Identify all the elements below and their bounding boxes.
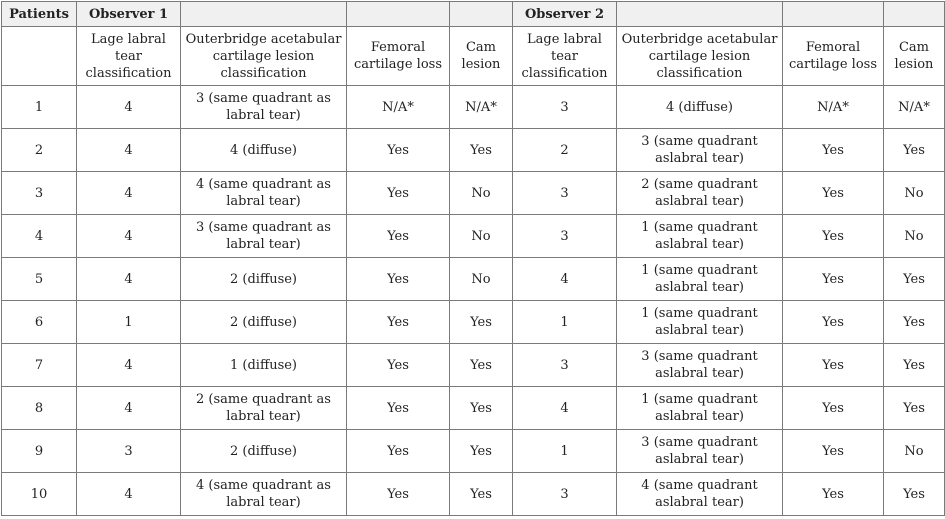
empty-header-cell [450,2,513,27]
o2-lage-header: Lage labral tear classification [513,27,617,86]
o2-lage-cell: 3 [513,473,617,516]
o1-cam-cell: Yes [450,473,513,516]
o2-outerbridge-cell: 3 (same quadrant aslabral tear) [617,129,783,172]
o2-outerbridge-cell: 1 (same quadrant aslabral tear) [617,387,783,430]
o2-lage-cell: 4 [513,387,617,430]
patients-header: Patients [2,2,77,27]
o2-lage-cell: 2 [513,129,617,172]
o1-femoral-cell: Yes [347,430,450,473]
o1-outerbridge-cell: 4 (diffuse) [181,129,347,172]
o1-cam-cell: Yes [450,344,513,387]
o1-lage-cell: 4 [77,215,181,258]
o2-femoral-header: Femoral cartilage loss [783,27,884,86]
table-row [2,215,945,258]
patient-cell: 9 [2,430,77,473]
o1-femoral-cell: Yes [347,387,450,430]
patient-cell: 2 [2,129,77,172]
table-row [2,301,945,344]
o1-lage-cell: 4 [77,344,181,387]
empty-header-cell [347,2,450,27]
o1-cam-cell: Yes [450,430,513,473]
o2-outerbridge-cell: 3 (same quadrant aslabral tear) [617,430,783,473]
table-row [2,129,945,172]
o2-femoral-cell: Yes [783,172,884,215]
table-row [2,430,945,473]
observer-1-header: Observer 1 [77,2,181,27]
o2-outerbridge-cell: 1 (same quadrant aslabral tear) [617,215,783,258]
o2-lage-cell: 3 [513,172,617,215]
o2-cam-cell: No [884,215,945,258]
o1-lage-cell: 4 [77,258,181,301]
o2-outerbridge-cell: 4 (same quadrant aslabral tear) [617,473,783,516]
empty-header-cell [783,2,884,27]
patient-cell: 6 [2,301,77,344]
o2-lage-cell: 4 [513,258,617,301]
o2-femoral-cell: Yes [783,301,884,344]
o2-outerbridge-cell: 2 (same quadrant aslabral tear) [617,172,783,215]
o2-outerbridge-cell: 1 (same quadrant aslabral tear) [617,301,783,344]
empty-header-cell [884,2,945,27]
o2-cam-cell: Yes [884,129,945,172]
patient-cell: 5 [2,258,77,301]
o1-outerbridge-cell: 4 (same quadrant as labral tear) [181,473,347,516]
o1-lage-header: Lage labral tear classification [77,27,181,86]
o1-femoral-cell: Yes [347,129,450,172]
o2-femoral-cell: Yes [783,344,884,387]
patient-cell: 3 [2,172,77,215]
o2-cam-cell: Yes [884,301,945,344]
o2-lage-cell: 3 [513,215,617,258]
o1-lage-cell: 1 [77,301,181,344]
patient-cell: 4 [2,215,77,258]
o1-lage-cell: 4 [77,129,181,172]
o2-femoral-cell: Yes [783,215,884,258]
o1-outerbridge-header: Outerbridge acetabular cartilage lesion classification [181,27,347,86]
o1-outerbridge-cell: 1 (diffuse) [181,344,347,387]
patient-cell: 8 [2,387,77,430]
o1-femoral-cell: Yes [347,301,450,344]
o1-lage-cell: 3 [77,430,181,473]
o1-lage-cell: 4 [77,172,181,215]
o2-cam-cell: Yes [884,387,945,430]
o2-cam-cell: Yes [884,344,945,387]
o1-cam-cell: Yes [450,301,513,344]
o2-cam-cell: No [884,430,945,473]
o1-outerbridge-cell: 2 (same quadrant as labral tear) [181,387,347,430]
observer-comparison-table [1,1,945,516]
o1-lage-cell: 4 [77,387,181,430]
o2-lage-cell: 1 [513,301,617,344]
empty-header-cell [617,2,783,27]
table-body [2,2,945,516]
o1-femoral-cell: Yes [347,473,450,516]
o1-femoral-cell: Yes [347,344,450,387]
o2-outerbridge-cell: 3 (same quadrant aslabral tear) [617,344,783,387]
observer-2-header: Observer 2 [513,2,617,27]
o2-cam-cell: Yes [884,258,945,301]
o2-femoral-cell: Yes [783,473,884,516]
o2-lage-cell: 3 [513,344,617,387]
o1-cam-cell: No [450,172,513,215]
empty-header-cell [181,2,347,27]
o2-lage-cell: 3 [513,86,617,129]
o1-femoral-cell: Yes [347,258,450,301]
o1-femoral-cell: Yes [347,215,450,258]
o1-outerbridge-cell: 3 (same quadrant as labral tear) [181,215,347,258]
table-row [2,344,945,387]
o1-outerbridge-cell: 4 (same quadrant as labral tear) [181,172,347,215]
o1-femoral-header: Femoral cartilage loss [347,27,450,86]
o1-outerbridge-cell: 3 (same quadrant as labral tear) [181,86,347,129]
o2-cam-cell: No [884,172,945,215]
o1-cam-cell: Yes [450,129,513,172]
o1-outerbridge-cell: 2 (diffuse) [181,301,347,344]
empty-subheader-cell [2,27,77,86]
o2-cam-cell: N/A* [884,86,945,129]
o1-femoral-cell: N/A* [347,86,450,129]
table-row [2,258,945,301]
patient-cell: 1 [2,86,77,129]
o1-cam-header: Cam lesion [450,27,513,86]
o2-femoral-cell: Yes [783,387,884,430]
table-row [2,172,945,215]
patient-cell: 7 [2,344,77,387]
header-row [2,2,945,27]
o2-outerbridge-cell: 4 (diffuse) [617,86,783,129]
o2-outerbridge-cell: 1 (same quadrant aslabral tear) [617,258,783,301]
o1-cam-cell: No [450,258,513,301]
o1-lage-cell: 4 [77,473,181,516]
o2-femoral-cell: Yes [783,258,884,301]
o2-outerbridge-header: Outerbridge acetabular cartilage lesion classification [617,27,783,86]
patient-cell: 10 [2,473,77,516]
table-row [2,387,945,430]
o1-cam-cell: Yes [450,387,513,430]
o1-femoral-cell: Yes [347,172,450,215]
table-row [2,473,945,516]
o1-cam-cell: N/A* [450,86,513,129]
o2-cam-header: Cam lesion [884,27,945,86]
subheader-row [2,27,945,86]
o2-femoral-cell: Yes [783,430,884,473]
o1-cam-cell: No [450,215,513,258]
o2-femoral-cell: Yes [783,129,884,172]
o2-femoral-cell: N/A* [783,86,884,129]
o1-outerbridge-cell: 2 (diffuse) [181,430,347,473]
table-row [2,86,945,129]
o2-cam-cell: Yes [884,473,945,516]
o1-outerbridge-cell: 2 (diffuse) [181,258,347,301]
o2-lage-cell: 1 [513,430,617,473]
o1-lage-cell: 4 [77,86,181,129]
